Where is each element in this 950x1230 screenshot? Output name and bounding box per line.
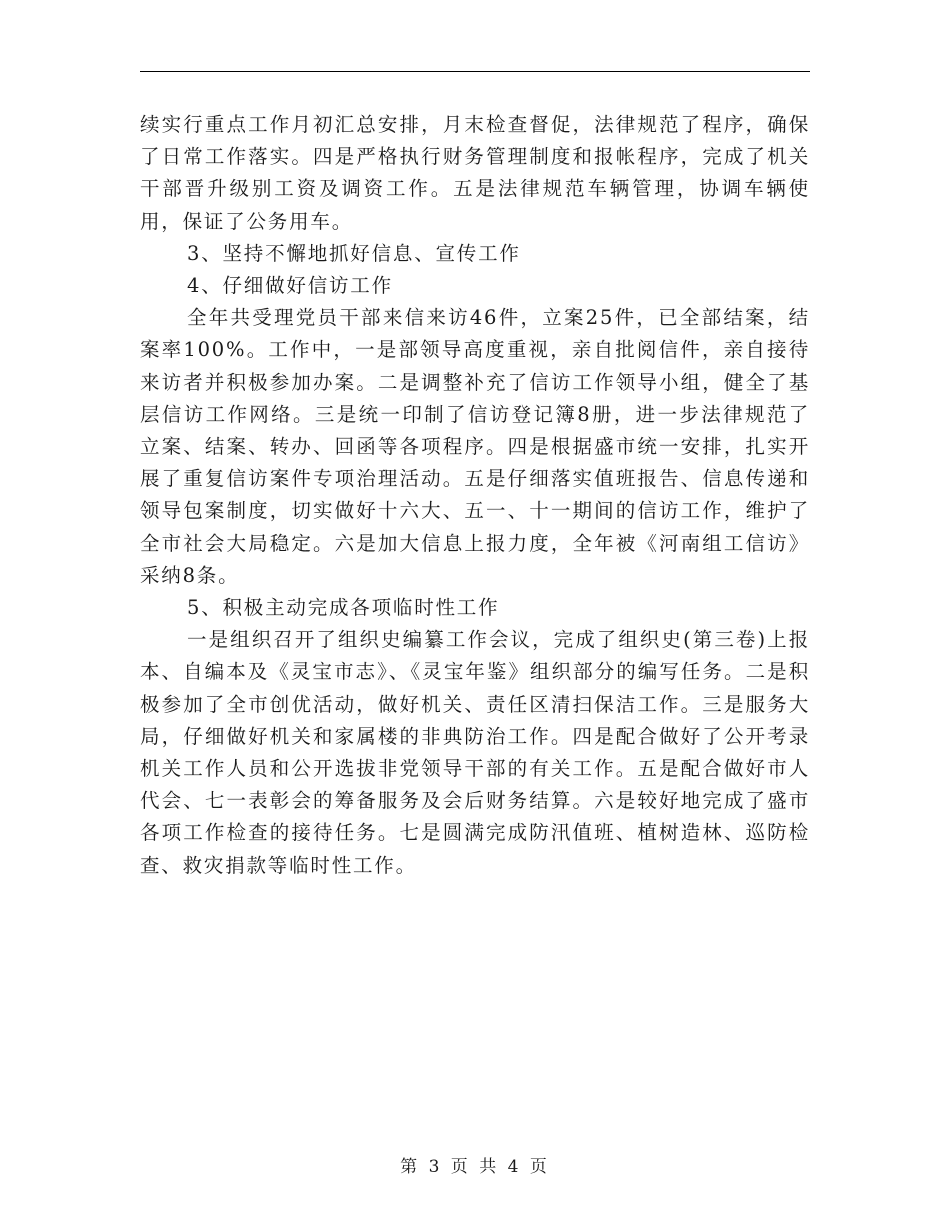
page-number-footer: 第 3 页 共 4 页	[400, 1157, 550, 1177]
paragraph-admin-continuation: 续实行重点工作月初汇总安排，月末检查督促，法律规范了程序，确保了日常工作落实。四是严格执行财务管理制度和报帐程序，完成了机关干部晋升级别工资及调资工作。五是法律规范车辆管理，协调车辆使用，保证了公务用车。	[140, 113, 810, 233]
document-body	[140, 109, 810, 882]
paragraph-temporary-tasks: 一是组织召开了组织史编纂工作会议，完成了组织史(第三卷)上报本、自编本及《灵宝市志》、《灵宝年鉴》组织部分的编写任务。二是积极参加了全市创优活动，做好机关、责任区清扫保洁工作。三是服务大局，仔细做好机关和家属楼的非典防治工作。四是配合做好了公开考录机关工作人员和公开选拔非党领导干部的有关工作。五是配合做好市人代会、七一表彰会的筹备服务及会后财务结算。六是较好地完成了盛市各项工作检查的接待任务。七是圆满完成防汛值班、植树造林、巡防检查、救灾捐款等临时性工作。	[140, 628, 810, 877]
paragraph-petition-work: 全年共受理党员干部来信来访46件，立案25件，已全部结案，结案率100%。工作中，一是部领导高度重视，亲自批阅信件，亲自接待来访者并积极参加办案。二是调整补充了信访工作领导小组，健全了基层信访工作网络。三是统一印制了信访登记簿8册，进一步法律规范了立案、结案、转办、回函等各项程序。四是根据盛市统一安排，扎实开展了重复信访案件专项治理活动。五是仔细落实值班报告、信息传递和领导包案制度，切实做好十六大、五一、十一期间的信访工作，维护了全市社会大局稳定。六是加大信息上报力度，全年被《河南组工信访》采纳8条。	[140, 306, 810, 587]
section-heading-5: 5、积极主动完成各项临时性工作	[187, 596, 500, 620]
section-heading-3: 3、坚持不懈地抓好信息、宣传工作	[187, 241, 521, 265]
section-heading-4: 4、仔细做好信访工作	[187, 274, 393, 298]
header-rule	[140, 71, 810, 72]
